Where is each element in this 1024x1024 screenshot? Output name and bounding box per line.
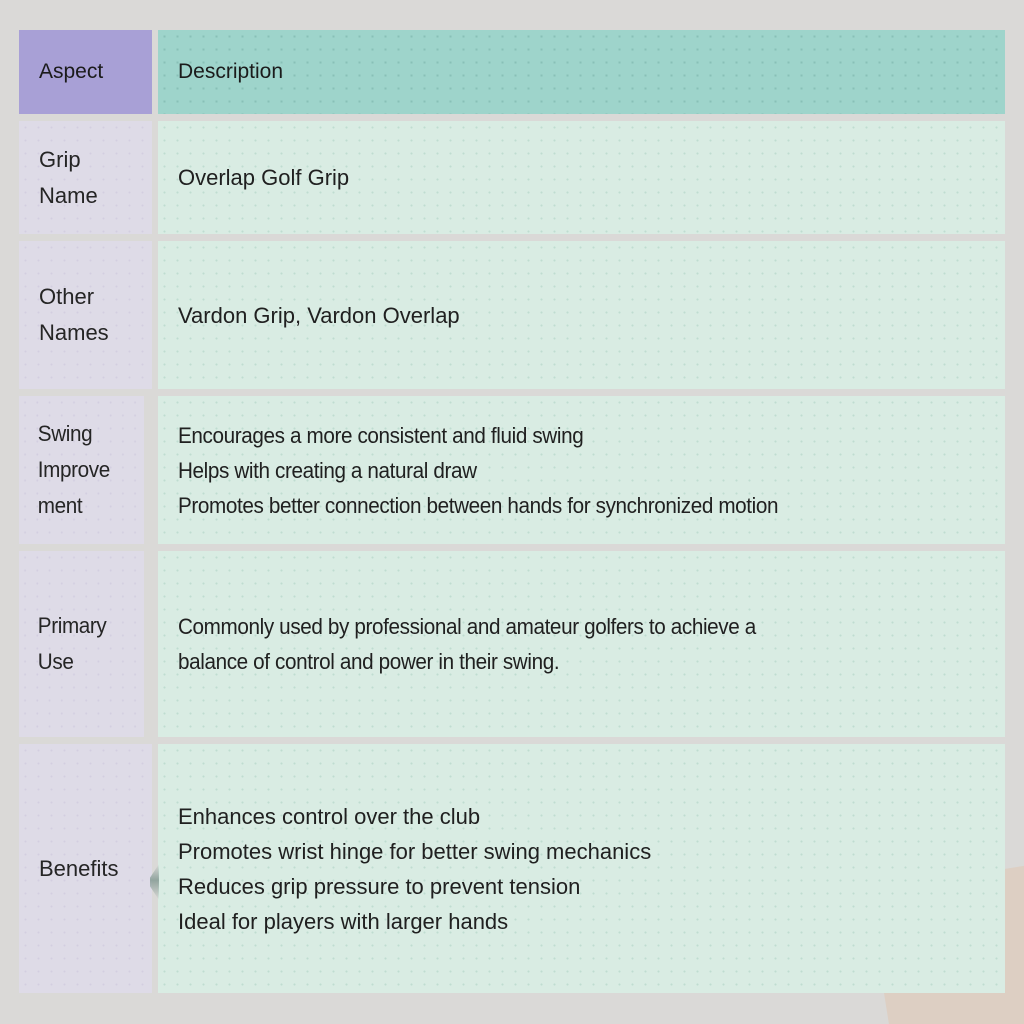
aspect-cell-primary-use [19, 551, 144, 737]
description-line: Promotes better connection between hands for synchronized motion [178, 492, 779, 518]
aspect-label: Benefits [39, 855, 119, 881]
aspect-label: Primary Use [37, 613, 107, 674]
description-line: Ideal for players with larger hands [178, 908, 509, 934]
aspect-label: Other Names [39, 284, 109, 345]
aspect-cell-benefits [19, 744, 152, 993]
aspect-label: Grip Name [39, 146, 98, 208]
description-line: Enhances control over the club [178, 803, 481, 829]
description-cell-swing-improvement [158, 396, 1005, 544]
description-cell-benefits [158, 744, 1005, 993]
description-line: Helps with creating a natural draw [178, 457, 477, 483]
description-line: balance of control and power in their swing. [178, 649, 560, 674]
description-line: Reduces grip pressure to prevent tension [178, 873, 581, 899]
description-line: Vardon Grip, Vardon Overlap [178, 302, 460, 328]
description-line: Commonly used by professional and amateur golfers to achieve a [178, 614, 756, 639]
description-cell-primary-use [158, 551, 1005, 737]
header-cell-description [158, 30, 1005, 114]
description-cell-grip-name [158, 121, 1005, 234]
aspect-cell-swing-improvement [19, 396, 144, 544]
header-description-label: Description [178, 60, 284, 83]
header-cell-aspect [19, 30, 152, 114]
golf-grip-table [19, 30, 1005, 993]
description-line: Promotes wrist hinge for better swing mechanics [178, 838, 652, 864]
aspect-cell-other-names [19, 241, 152, 389]
description-cell-other-names [158, 241, 1005, 389]
description-line: Overlap Golf Grip [178, 165, 350, 190]
aspect-label: Swing Improvement [37, 421, 110, 518]
aspect-cell-grip-name [19, 121, 152, 234]
description-line: Encourages a more consistent and fluid swing [178, 422, 584, 448]
header-aspect-label: Aspect [39, 60, 104, 83]
